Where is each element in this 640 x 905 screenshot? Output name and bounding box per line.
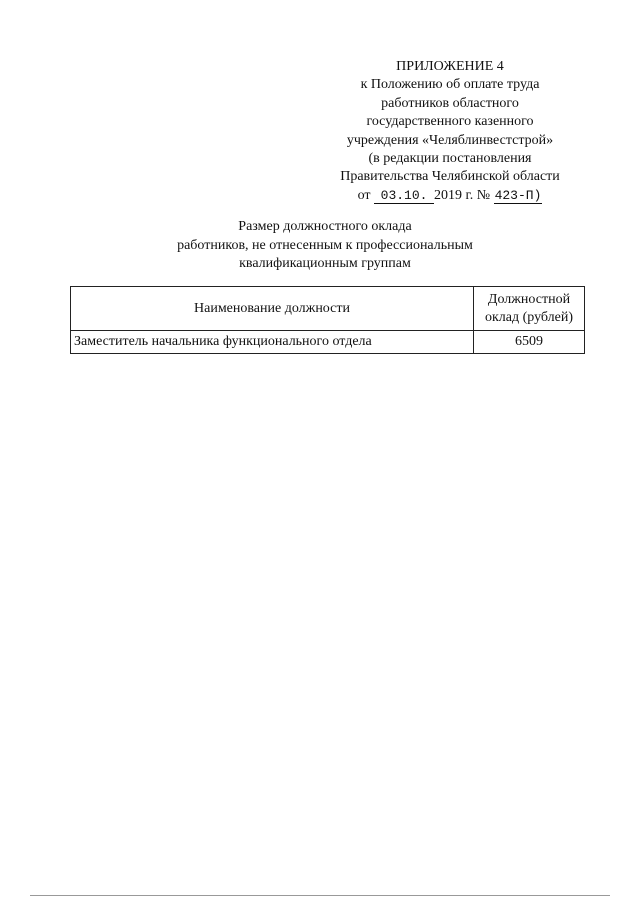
appendix-date-line [330,187,570,205]
appendix-block [330,58,570,205]
table-header-row [71,287,585,331]
table-row [71,331,585,354]
from-label: от [357,187,371,203]
appendix-title: ПРИЛОЖЕНИЕ 4 [396,59,504,74]
cell-position: Заместитель начальника функционального отдела [71,331,474,354]
resolution-date: 03.10. [374,189,434,204]
appendix-line-5: (в редакции постановления [368,151,532,167]
header-salary-line-2: оклад (рублей) [484,309,574,325]
heading-line-1: Размер должностного оклада [238,219,412,234]
salary-table [70,286,585,354]
appendix-line-4: учреждения «Челяблинвестстрой» [346,132,554,148]
document-heading [160,218,490,274]
heading-line-3: квалификационным группам [239,256,411,271]
page-bottom-rule [30,895,610,896]
heading-line-2: работников, не отнесенным к профессиональным [177,237,473,253]
header-salary-line-1: Должностной [487,291,571,307]
header-position: Наименование должности [71,287,474,331]
appendix-line-6: Правительства Челябинской области [340,169,560,185]
appendix-line-2: работников областного [381,95,519,111]
appendix-line-3: государственного казенного [366,114,534,130]
cell-salary: 6509 [474,331,585,354]
resolution-year: 2019 г. № [434,187,491,203]
resolution-number: 423-П) [494,187,542,203]
header-salary [474,287,585,331]
appendix-line-1: к Положению об оплате труда [360,77,540,93]
